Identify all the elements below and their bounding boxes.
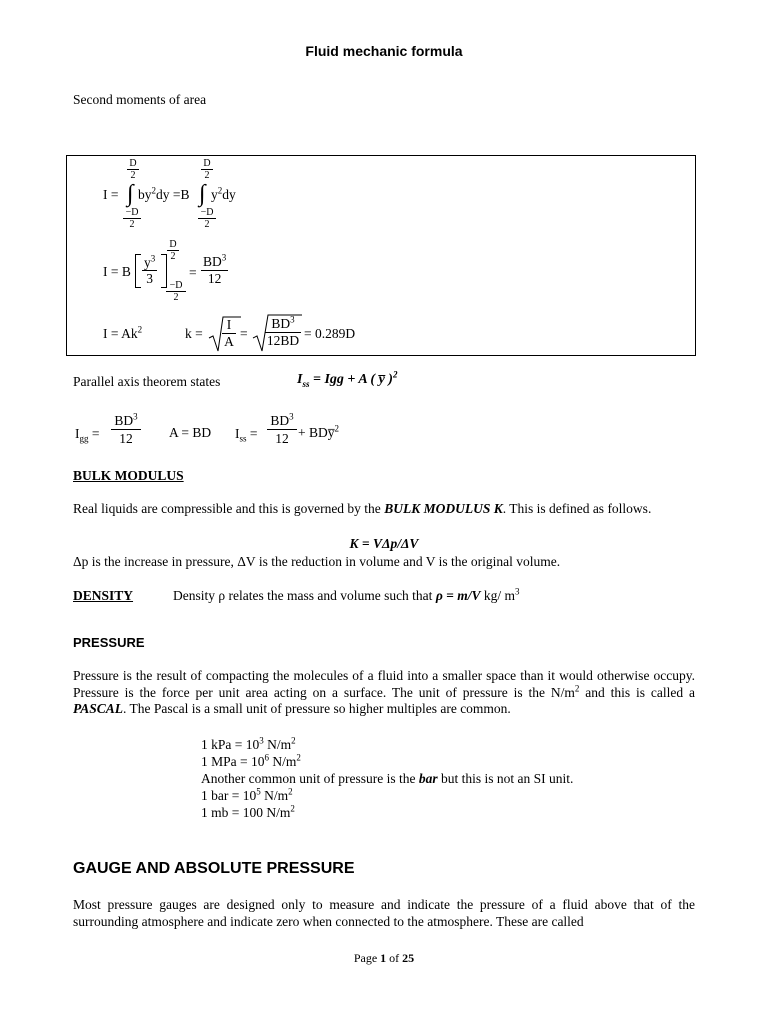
formula-2-lower-limit: −D 2 xyxy=(166,280,186,303)
integral-sign-2: ∫ xyxy=(199,181,206,207)
formula-2-fraction: $y^3$ 3 xyxy=(144,253,156,286)
page-title: Fluid mechanic formula xyxy=(305,43,463,59)
gauge-paragraph: Most pressure gauges are designed only to measure and indicate the pressure of a fluid above that of the surrounding atmosphere and indicate zero when connected to the atmosphere. These are called xyxy=(73,897,695,929)
bulk-modulus-text: Real liquids are compressible and this is governed by the BULK MODULUS K. This is defined as follows. xyxy=(73,501,652,516)
iss-fraction: $BD^3$ 12 xyxy=(267,413,297,448)
bulk-modulus-heading: BULK MODULUS xyxy=(73,468,184,483)
formula-2-lhs: I = B xyxy=(103,264,131,279)
formula-3-lhs: $I = Ak^2$ xyxy=(103,324,143,341)
unit-mpa: 1 MPa = $10^6$ $N/m^2$ xyxy=(201,752,301,769)
bulk-modulus-explanation: Δp is the increase in pressure, ΔV is the reduction in volume and V is the original volume. xyxy=(73,554,561,569)
formula-1-lhs: I = xyxy=(103,187,119,202)
formula-3-bd-fraction: $BD^3$ 12BD xyxy=(266,314,300,348)
density-heading: DENSITY xyxy=(73,588,134,603)
formula-1-integrand: $by^2dy =B$ xyxy=(138,185,190,202)
pressure-heading: PRESSURE xyxy=(73,635,145,650)
formula-3-result: = 0.289D xyxy=(304,326,356,341)
formula-2-result: $BD^3$ 12 xyxy=(203,252,227,286)
parallel-axis-formula: $I_{ss}$ = Igg + A ( y̅ )$^2$ xyxy=(297,369,398,389)
bulk-modulus-formula: K = VΔp/ΔV xyxy=(349,536,419,551)
formula-3-equals: = xyxy=(240,326,248,341)
formula-3-k: k = xyxy=(185,326,203,341)
iss-label: $I_{ss}$ = xyxy=(235,426,258,444)
iss-tail: + BDy̅$^2$ xyxy=(298,423,339,440)
igg-fraction: $BD^3$ 12 xyxy=(111,413,141,448)
formula-2-equals: = xyxy=(189,265,197,280)
unit-bar: 1 bar = $10^5$ $N/m^2$ xyxy=(201,786,293,803)
gauge-heading: GAUGE AND ABSOLUTE PRESSURE xyxy=(73,860,355,877)
formula-1-lower-limit: −D 2 xyxy=(123,207,141,230)
parallel-axis-label: Parallel axis theorem states xyxy=(73,374,221,389)
integral-sign-1: ∫ xyxy=(127,181,134,207)
igg-label: $I_{gg}$ = xyxy=(75,426,100,444)
formula-1-lower-limit-2: −D 2 xyxy=(198,207,216,230)
left-bracket xyxy=(135,254,141,288)
page-footer: Page 1 of 25 xyxy=(353,951,415,965)
unit-mb: 1 mb = 100 $N/m^2$ xyxy=(201,803,295,820)
formula-1-upper-limit-2: D 2 xyxy=(201,158,213,181)
formula-1-upper-limit: D 2 xyxy=(127,158,139,181)
section-label-second-moments: Second moments of area xyxy=(73,92,207,107)
area-formula: A = BD xyxy=(169,425,212,440)
density-text: Density ρ relates the mass and volume such that ρ = m/V kg/ $m^3$ xyxy=(173,586,520,603)
unit-kpa: 1 kPa = $10^3$ $N/m^2$ xyxy=(201,735,296,752)
pressure-units-list xyxy=(201,736,573,821)
formula-1-integrand-2: $y^2dy$ xyxy=(211,185,236,202)
formula-3-i-over-a: I A xyxy=(222,317,236,350)
pressure-paragraph: Pressure is the result of compacting the molecules of a fluid into a smaller space than it would otherwise occupy. Pressure is the force per unit area acting on a surface. The unit of pressure is the $N/m^2$ and this is called a PASCAL. The Pascal is a small unit of pressure so higher multiples are common. xyxy=(73,668,695,716)
unit-bar-note: Another common unit of pressure is the bar but this is not an SI unit. xyxy=(201,771,574,786)
formula-2-upper-limit: D 2 xyxy=(167,239,179,262)
